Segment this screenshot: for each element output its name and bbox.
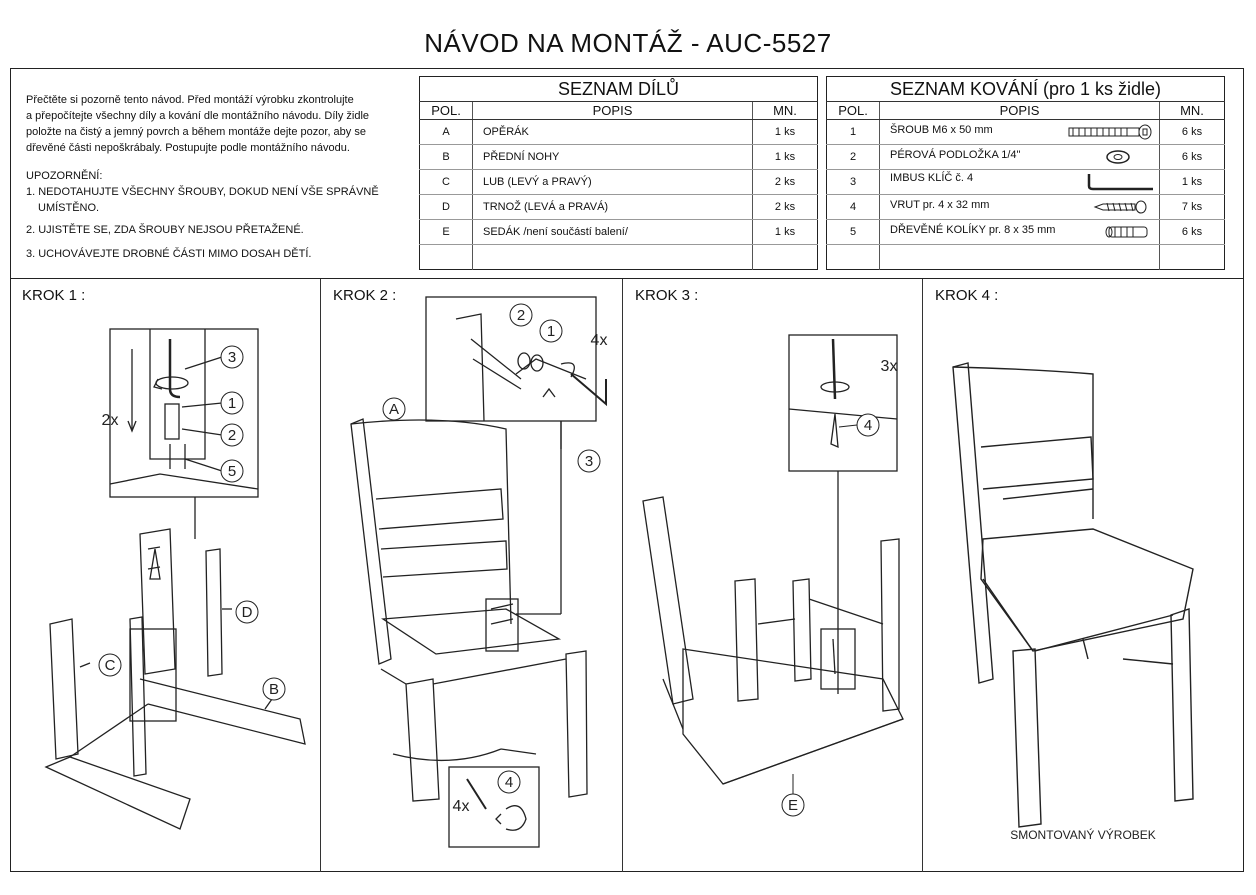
step-4-label: KROK 4 : [935, 287, 999, 304]
cell-popis: TRNOŽ (LEVÁ a PRAVÁ) [473, 195, 753, 220]
col-popis: POPIS [880, 102, 1160, 120]
table-row [420, 145, 818, 170]
dowel-icon [1103, 224, 1153, 240]
step-1-callouts [99, 346, 285, 700]
col-mn: MN. [753, 102, 818, 120]
multiplier-4x: 4x [590, 332, 608, 349]
cell-pol: 3 [827, 170, 880, 195]
table-row [827, 120, 1225, 145]
step-2-label: KROK 2 : [333, 287, 397, 304]
multiplier-4x: 4x [452, 798, 470, 815]
hardware-caption: SEZNAM KOVÁNÍ (pro 1 ks židle) [827, 77, 1225, 102]
cell-popis: LUB (LEVÝ a PRAVÝ) [473, 170, 753, 195]
warning-text: 1. NEDOTAHUJTE VŠECHNY ŠROUBY, DOKUD NENÍ VŠE SPRÁVNĚ [26, 186, 379, 198]
parts-caption: SEZNAM DÍLŮ [420, 77, 818, 102]
hardware-name: ŠROUB M6 x 50 mm [890, 124, 993, 136]
callout-c: C [104, 657, 116, 674]
callout-b: B [268, 681, 280, 698]
step-3-label: KROK 3 : [635, 287, 699, 304]
step-3-illustration [623, 279, 923, 873]
multiplier-2x: 2x [101, 412, 119, 429]
col-mn: MN. [1160, 102, 1225, 120]
warning-text: 3. UCHOVÁVEJTE DROBNÉ ČÁSTI MIMO DOSAH DĚTÍ. [26, 248, 312, 260]
callout-1: 1 [227, 395, 237, 412]
hardware-name: PÉROVÁ PODLOŽKA 1/4" [890, 149, 1021, 161]
step-3-panel [622, 279, 922, 872]
step-2-illustration [321, 279, 623, 873]
intro-line: položte na čistý a jemný povrch a během montáže dejte pozor, aby se [26, 126, 366, 138]
cell-popis: OPĚRÁK [473, 120, 753, 145]
step-2-callouts [383, 304, 607, 815]
warning-text: 2. UJISTĚTE SE, ZDA ŠROUBY NEJSOU PŘETAŽENÉ. [26, 224, 304, 236]
cell-popis [880, 195, 1160, 220]
cell-popis [880, 220, 1160, 245]
intro-line: a přepočítejte všechny díly a kování dle montážního návodu. Díly židle [26, 110, 370, 122]
wood-screw-icon [1093, 199, 1149, 215]
table-row [827, 145, 1225, 170]
table-row-empty [827, 245, 1225, 270]
cell-pol: C [420, 170, 473, 195]
intro-line: dřevěné části nepoškrábaly. Postupujte podle montážního návodu. [26, 142, 350, 154]
table-row [420, 120, 818, 145]
table-row [420, 195, 818, 220]
cell-popis [880, 145, 1160, 170]
callout-a: A [388, 401, 400, 418]
table-row [827, 220, 1225, 245]
table-row [827, 170, 1225, 195]
parts-table [419, 76, 818, 270]
warning-text: UMÍSTĚNO. [38, 202, 100, 214]
cell-popis [880, 120, 1160, 145]
intro-text [26, 92, 406, 156]
cell-pol: E [420, 220, 473, 245]
step-1-illustration [10, 279, 320, 873]
callout-4: 4 [863, 417, 873, 434]
table-row [420, 170, 818, 195]
col-pol: POL. [420, 102, 473, 120]
step-2-panel [320, 279, 622, 872]
step-4-panel [922, 279, 1242, 872]
cell-mn: 1 ks [753, 220, 818, 245]
washer-icon [1105, 149, 1131, 165]
bolt-icon [1067, 124, 1153, 140]
cell-pol: D [420, 195, 473, 220]
cell-mn: 2 ks [753, 170, 818, 195]
cell-mn: 1 ks [1160, 170, 1225, 195]
cell-mn: 6 ks [1160, 120, 1225, 145]
cell-pol: 1 [827, 120, 880, 145]
callout-3: 3 [584, 453, 594, 470]
callout-4: 4 [504, 774, 514, 791]
warning-item [26, 222, 396, 238]
cell-popis: SEDÁK /není součástí balení/ [473, 220, 753, 245]
callout-2: 2 [227, 427, 237, 444]
hardware-name: IMBUS KLÍČ č. 4 [890, 172, 974, 184]
callout-1: 1 [546, 323, 556, 340]
callout-3: 3 [227, 349, 237, 366]
hardware-table [826, 76, 1225, 270]
callout-d: D [241, 604, 253, 621]
hardware-name: DŘEVĚNÉ KOLÍKY pr. 8 x 35 mm [890, 224, 1056, 236]
cell-mn: 6 ks [1160, 145, 1225, 170]
cell-mn: 1 ks [753, 120, 818, 145]
assembled-product-caption: SMONTOVANÝ VÝROBEK [1010, 828, 1156, 842]
cell-pol: 4 [827, 195, 880, 220]
warning-item [26, 184, 396, 216]
assembled-chair-illustration [923, 279, 1243, 873]
cell-popis: PŘEDNÍ NOHY [473, 145, 753, 170]
allen-key-icon [1085, 172, 1155, 192]
step-1-panel [10, 279, 320, 872]
cell-mn: 2 ks [753, 195, 818, 220]
callout-5: 5 [227, 463, 237, 480]
col-popis: POPIS [473, 102, 753, 120]
cell-pol: 5 [827, 220, 880, 245]
cell-pol: A [420, 120, 473, 145]
intro-line: Přečtěte si pozorně tento návod. Před montáží výrobku zkontrolujte [26, 94, 354, 106]
step-1-label: KROK 1 : [22, 287, 86, 304]
warning-item [26, 246, 396, 262]
cell-mn: 6 ks [1160, 220, 1225, 245]
callout-2: 2 [516, 307, 526, 324]
page-title: NÁVOD NA MONTÁŽ - AUC-5527 [424, 28, 832, 58]
cell-mn: 1 ks [753, 145, 818, 170]
cell-pol: 2 [827, 145, 880, 170]
warnings-heading: UPOZORNĚNÍ: [26, 170, 103, 182]
cell-popis [880, 170, 1160, 195]
cell-pol: B [420, 145, 473, 170]
table-row [420, 220, 818, 245]
callout-e: E [787, 797, 799, 814]
table-row [827, 195, 1225, 220]
step-3-callouts [782, 358, 897, 816]
cell-mn: 7 ks [1160, 195, 1225, 220]
multiplier-3x: 3x [880, 358, 898, 375]
hardware-name: VRUT pr. 4 x 32 mm [890, 199, 990, 211]
col-pol: POL. [827, 102, 880, 120]
table-row-empty [420, 245, 818, 270]
steps-area [10, 278, 1244, 872]
